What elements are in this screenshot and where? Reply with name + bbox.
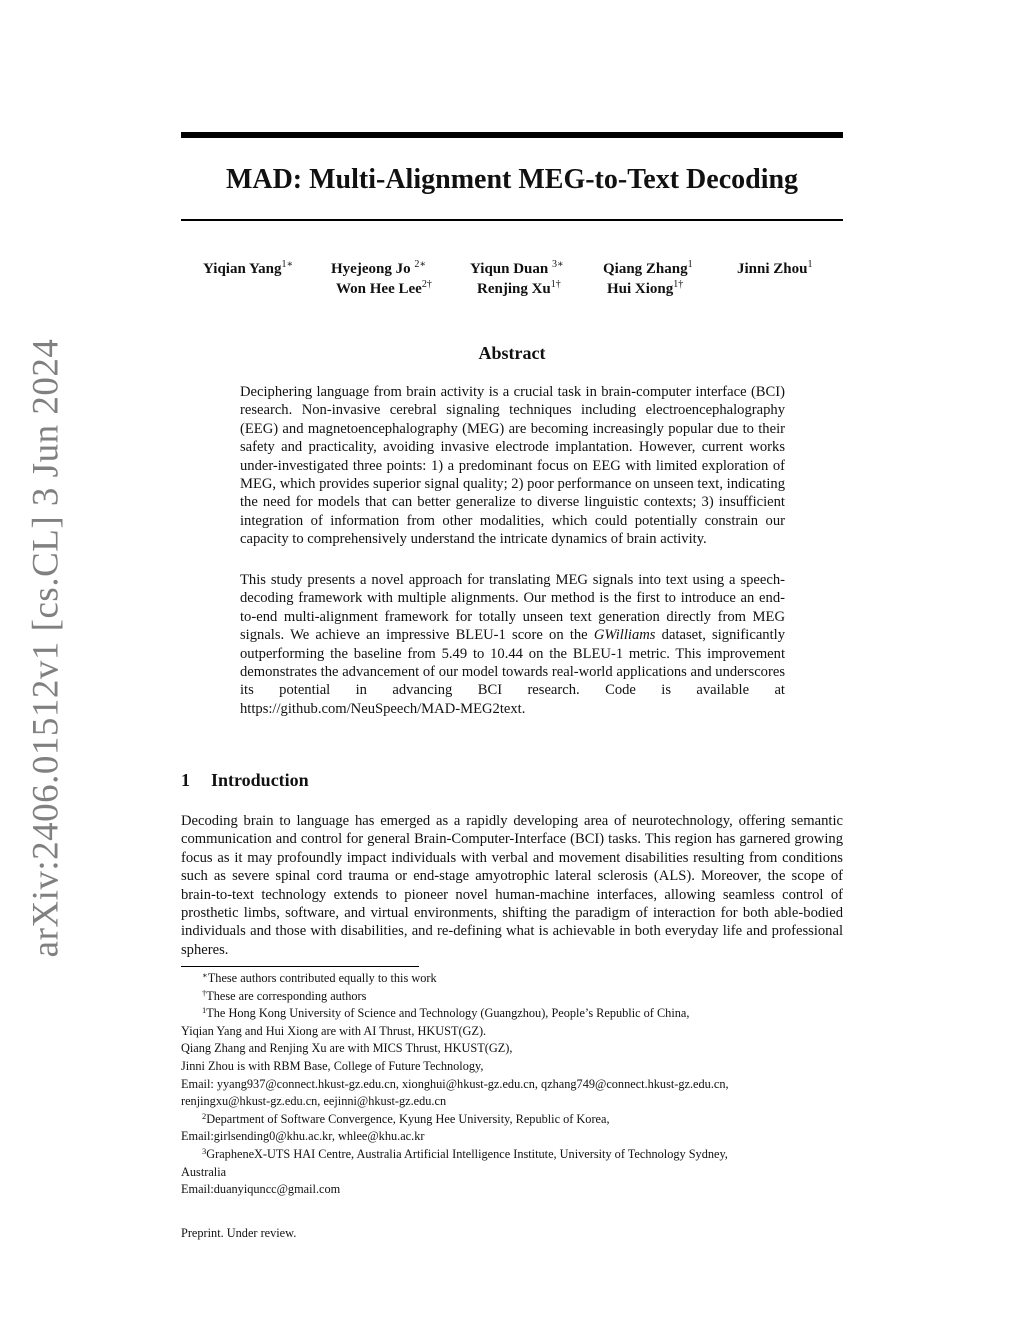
footnote-affiliation-3: $^3$GrapheneX-UTS HAI Centre, Australia Artificial Intelligence Institute, University of Technology Sydney, [202,1145,728,1161]
arxiv-identifier: arXiv:2406.01512v1 [cs.CL] 3 Jun 2024 [25,338,67,958]
dataset-name: GWilliams [593,627,656,644]
preprint-notice: Preprint. Under review. [181,1226,297,1240]
footnote-equal-contribution: ∗These authors contributed equally to this work [202,970,437,985]
author-jinni-zhou: Jinni Zhou$^1$ [737,259,813,277]
abstract-heading: Abstract [478,343,546,363]
title-top-rule [181,132,843,138]
introduction-paragraph: Decoding brain to language has emerged as a rapidly developing area of neurotechnology, offering semantic communication and control for general Brain-Computer-Interface (BCI) tasks. This region has garnered growing focus as it may profoundly impact individuals with verbal and movement disabilities resulting from conditions such as severe spinal cord trauma or end-stage amyotrophic lateral sclerosis (ALS). Moreover, the scope of brain-to-text technology extends to pioneer novel human-machine interfaces, allowing seamless control of prosthetic limbs, software, and virtual environments, shifting the paradigm of interaction for both able-bodied individuals and those with disabilities, and re-defining what is achievable in both everyday life and professional spheres. [181,813,843,958]
author-hyejeong-jo: Hyejeong Jo $^{2∗}$ [331,259,427,277]
footnote-email-line: Email:girlsending0@khu.ac.kr, whlee@khu.ac.kr [181,1129,425,1144]
footnote-line: Yiqian Yang and Hui Xiong are with AI Thrust, HKUST(GZ). [181,1023,487,1038]
footnote-email-line: Email: yyang937@connect.hkust-gz.edu.cn, xionghui@hkust-gz.edu.cn, qzhang749@connect.hkust-gz.edu.cn, [181,1076,729,1091]
author-renjing-xu: Renjing $Xu^{1\dagger}$ [477,279,561,297]
footnote-corresponding-authors: †These are corresponding authors [202,987,367,1003]
abstract-paragraph-2: This study presents a novel approach for translating MEG signals into text using a speech-decoding framework with multiple alignments. Our method is the first to introduce an end-to-end multi-alignment framework for totally unseen text generation directly from MEG signals. We achieve an impressive BLEU-1 score on the GWilliams dataset, significantly outperforming the baseline from 5.49 to 10.44 on the BLEU-1 metric. This improvement demonstrates the advancement of our model towards real-world applications and underscores its potential in advancing BCI research. Code is available at https://github.com/NeuSpeech/MAD-MEG2text. [240,572,786,717]
author-qiang-zhang: Qiang Zhang$^1$ [603,259,693,277]
footnote-affiliation-1: $^1$The Hong Kong University of Science and Technology (Guangzhou), People’s Republic of China, [202,1005,690,1021]
footnote-line: Australia [181,1164,227,1179]
footnote-email-line: Email:duanyiquncc@gmail.com [181,1182,341,1197]
footnote-rule [181,966,419,967]
footnote-email-line: renjingxu@hkust-gz.edu.cn, eejinni@hkust-gz.edu.cn [181,1094,447,1109]
footnote-line: Jinni Zhou is with RBM Base, College of Future Technology, [181,1058,484,1073]
author-won-hee-lee: Won Hee Lee$^{2\dagger}$ [336,279,432,297]
footnotes [181,970,845,1199]
author-yiqun-duan: Yiqun Duan $^{3∗}$ [470,259,564,277]
title-bottom-rule [181,219,843,221]
abstract-paragraph-1: Deciphering language from brain activity is a crucial task in brain-computer interface (BCI) research. Non-invasive cerebral signaling techniques including electroencephalography (EEG) and magnetoencephalography (MEG) are becoming increasingly popular due to their safety and practicality, avoiding invasive electrode implantation. However, current works under-investigated three points: 1) a predominant focus on EEG with limited exploration of MEG, which provides superior signal quality; 2) poor performance on unseen text, indicating the need for models that can better generalize to diverse linguistic contexts; 3) insufficient integration of information from other modalities, which could potentially constrain our capacity to comprehensively understand the intricate dynamics of brain activity. [240,384,785,548]
footnote-line: Qiang Zhang and Renjing Xu are with MICS Thrust, HKUST(GZ), [181,1041,513,1056]
author-yiqian-yang: Yiqian Yang$^{1∗}$ [203,259,294,277]
footnote-affiliation-2: $^2$Department of Software Convergence, Kyung Hee University, Republic of Korea, [202,1110,610,1126]
author-hui-xiong: Hui Xiong$^{1\dagger}$ [607,279,684,297]
paper-title: MAD: Multi-Alignment MEG-to-Text Decoding [225,164,799,195]
section-heading-introduction: 1 Introduction [181,770,309,790]
